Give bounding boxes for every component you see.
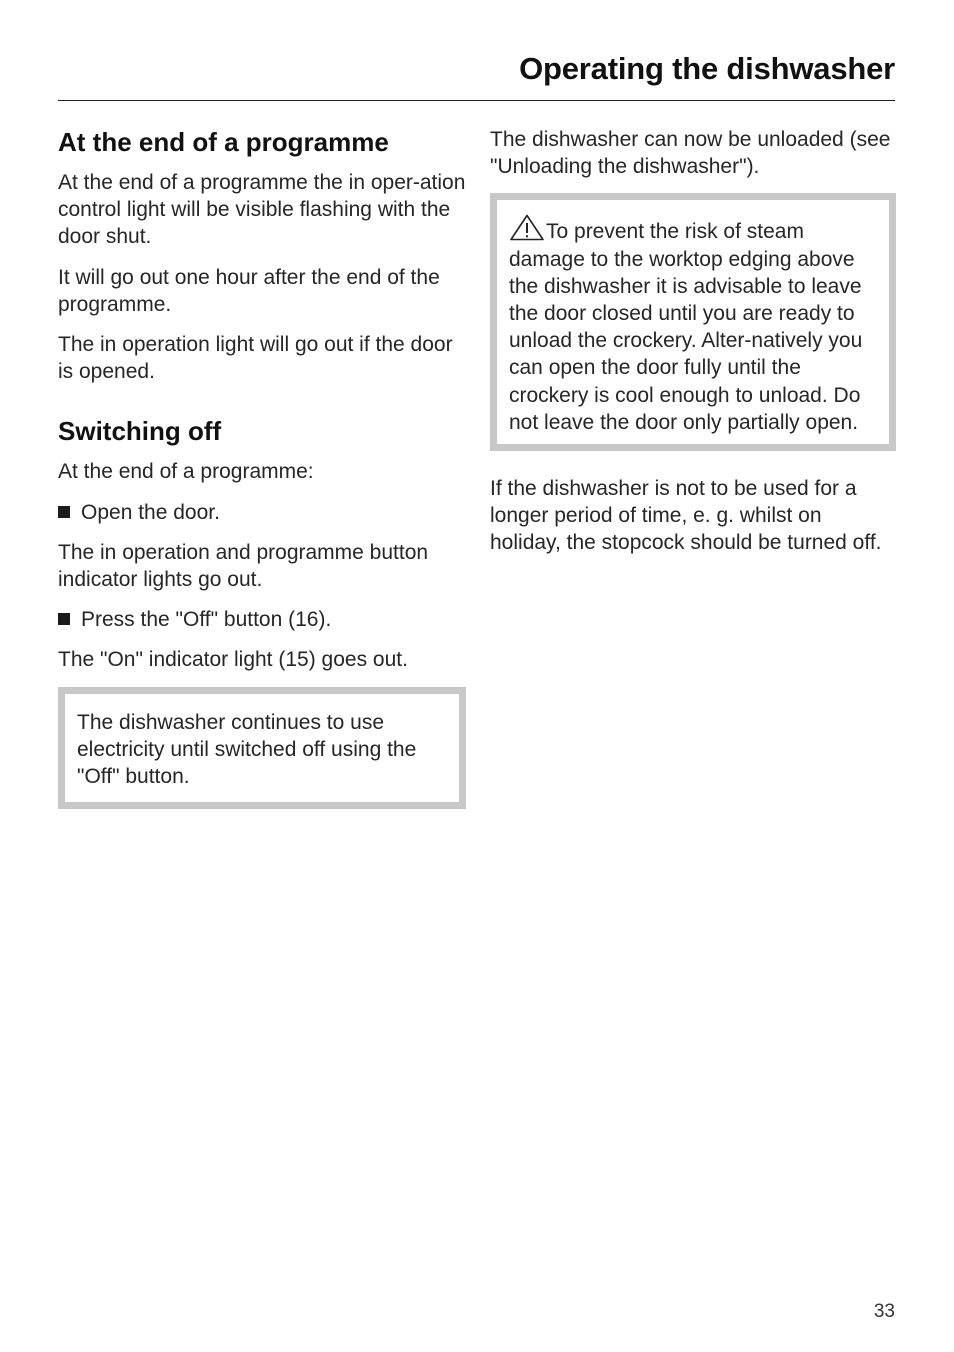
right-column xyxy=(490,126,896,570)
paragraph: At the end of a programme the in oper-ation control light will be visible flashing with the door shut. xyxy=(58,171,466,249)
paragraph: The dishwasher can now be unloaded (see "Unloading the dishwasher"). xyxy=(490,128,891,179)
paragraph: The in operation light will go out if the door is opened. xyxy=(58,333,453,384)
section-heading-switching-off: Switching off xyxy=(58,416,222,447)
paragraph: The in operation and programme button indicator lights go out. xyxy=(58,540,429,592)
warning-box xyxy=(490,193,896,451)
section-heading-end-of-programme: At the end of a programme xyxy=(58,127,389,157)
paragraph: If the dishwasher is not to be used for a longer period of time, e. g. whilst on holiday, the stopcock should be turned off. xyxy=(490,477,882,555)
square-bullet-icon xyxy=(58,613,70,625)
paragraph: The "On" indicator light (15) goes out. xyxy=(58,648,408,672)
header-divider xyxy=(58,100,895,101)
paragraph: It will go out one hour after the end of the programme. xyxy=(58,265,440,316)
page-number: 33 xyxy=(873,1301,895,1322)
bullet-item xyxy=(58,499,466,526)
warning-text: To prevent the risk of steam damage to the worktop edging above the dishwasher it is advisable to leave the door closed until you are ready to unload the crockery. Alter-natively you can open the door fully until the crockery is cool enough to unload. Do not leave the door only partially open. xyxy=(509,220,863,434)
warning-paragraph xyxy=(509,214,884,436)
left-column xyxy=(58,126,466,809)
note-text: The dishwasher continues to use electricity until switched off using the "Off" button. xyxy=(77,710,417,789)
square-bullet-icon xyxy=(58,506,70,518)
paragraph: At the end of a programme: xyxy=(58,460,314,484)
note-box xyxy=(58,687,466,810)
page-title: Operating the dishwasher xyxy=(519,51,895,86)
warning-triangle-icon xyxy=(509,214,545,241)
bullet-item xyxy=(58,606,466,633)
bullet-text: Open the door. xyxy=(81,500,220,524)
bullet-text: Press the "Off" button (16). xyxy=(81,608,332,632)
